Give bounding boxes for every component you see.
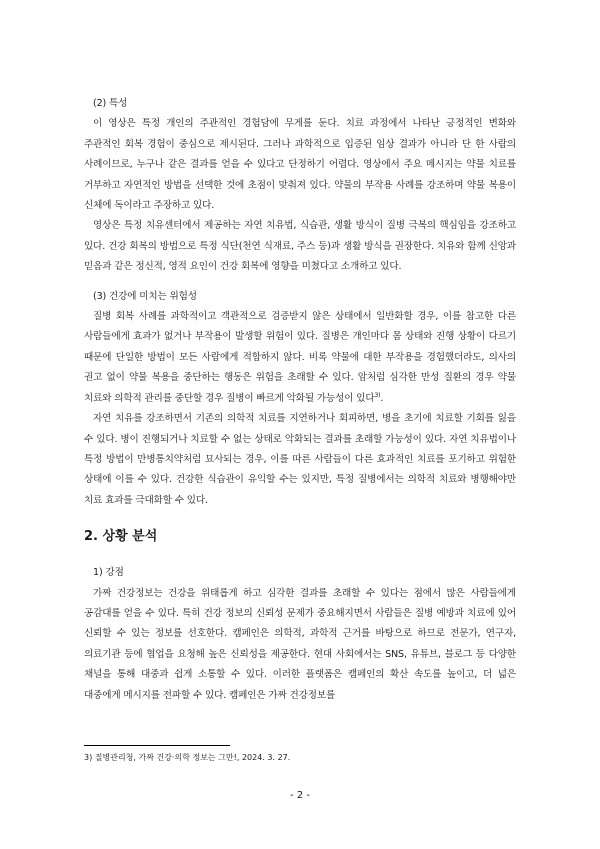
paragraph: 영상은 특정 치유센터에서 제공하는 자연 치유법, 식습관, 생활 방식이 질병 극복의 핵심임을 강조하고 있다. 건강 회복의 방법으로 특정 식단(천연 식재료, 주스 등)과 생활 방식을 권장한다. 치유와 함께 신앙과 믿음과 같은 정신적, 영적 요인이 건강 회복에 영향을 미쳤다고 소개하고 있다. [84,220,516,273]
footnote: 3) 질병관리청, 가짜 건강·의학 정보는 그만!, 2024. 3. 27. [84,753,291,762]
paragraph-text: 질병 회복 사례를 과학적이고 객관적으로 검증받지 않은 상태에서 일반화할 경우, 이를 참고한 다른 사람들에게 효과가 없거나 부작용이 발생할 위험이 있다. 질병은 개인마다 몸 상태와 진행 상황이 다르기 때문에 단일한 방법이 모든 사람에게 적합하지 않다. 비록 약물에 대한 부작용을 경험했더라도, 의사의 권고 없이 약물 복용을 중단하는 행동은 위험을 초래할 수 있다. 암처럼 심각한 만성 질환의 경우 약물 치료와 의학적 관리를 중단할 경우 질병이 빠르게 악화될 가능성이 있다 [84,311,516,404]
subsection-heading-characteristics: (2) 특성 [93,98,128,109]
paragraph: 가짜 건강정보는 건강을 위태롭게 하고 심각한 결과를 초래할 수 있다는 점에서 많은 사람들에게 공감대를 얻을 수 있다. 특히 건강 정보의 신뢰성 문제가 중요해지면서 사람들은 질병 예방과 치료에 있어 신뢰할 수 있는 정보를 선호한다. 캠페인은 의학적, 과학적 근거를 바탕으로 하므로 전문가, 연구자, 의료기관 등에 협업을 요청해 높은 신뢰성을 제공한다. 현대 사회에서는 SNS, 유튜브, 블로그 등 다양한 채널을 통해 대중과 쉽게 소통할 수 있다. 이러한 플랫폼은 캠페인의 확산 속도를 높이고, 더 넓은 대중에게 메시지를 전파할 수 있다. 캠페인은 가짜 건강정보를 [84,587,516,701]
paragraph [84,307,516,409]
paragraph: 이 영상은 특정 개인의 주관적인 경험담에 무게를 둔다. 치료 과정에서 나타난 긍정적인 변화와 주관적인 회복 경험이 중심으로 제시된다. 그러나 과학적으로 입증된 임상 결과가 아니라 단 한 사람의 사례이므로, 누구나 같은 결과를 얻을 수 있다고 단정하기 어렵다. 영상에서 주요 메시지는 약물 치료를 거부하고 자연적인 방법을 선택한 것에 초점이 맞춰져 있다. 약물의 부작용 사례를 강조하며 약물 복용이 신체에 독이라고 주장하고 있다. [84,118,516,212]
paragraph: 자연 치유를 강조하면서 기존의 의학적 치료를 지연하거나 회피하면, 병을 초기에 치료할 기회를 잃을 수 있다. 병이 진행되거나 치료할 수 없는 상태로 악화되는 결과를 초래할 가능성이 있다. 자연 치유법이나 특정 방법이 만병통치약처럼 묘사되는 경우, 이를 따른 사람들이 다른 효과적인 치료를 포기하고 위험한 상태에 이를 수 있다. 건강한 식습관이 유익할 수는 있지만, 특정 질병에서는 의학적 치료와 병행해야만 치료 효과를 극대화할 수 있다. [84,413,516,506]
footnote-ref[interactable]: 3) [374,391,381,399]
subsection-heading-health-risk: (3) 건강에 미치는 위험성 [93,290,197,302]
footnote-divider [84,745,230,746]
section-heading-situation-analysis: 2. 상황 분석 [84,529,158,545]
page-content [84,94,516,706]
subsection-heading-strength: 1) 강점 [93,567,124,579]
page-number: - 2 - [290,790,310,801]
paragraph-text-end: . [380,392,384,404]
